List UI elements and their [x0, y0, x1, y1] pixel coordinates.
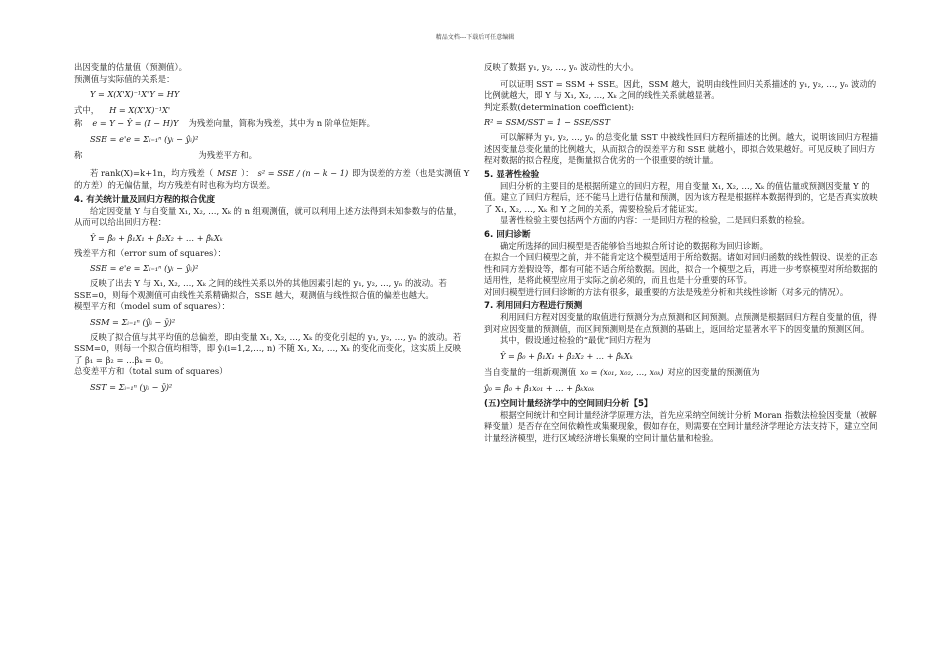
- page-header: 精品文档---下载后可任意编辑: [435, 34, 515, 41]
- left-paragraph: 反映了出去 Y 与 X₁, X₂, …, Xₖ 之间的线性关系以外的其他因素引起的 y₁, y₂, …, yₙ 的波动。若 SSE=0，则每个观测值可由线性关系精确拟合，SSE 越大，观测值与线性拟合值的偏差也越大。: [74, 278, 447, 300]
- left-row: [74, 117, 468, 130]
- left-text: 式中，: [74, 105, 100, 115]
- mse-label: MSE: [217, 168, 238, 178]
- section-heading-6: 6. 回归诊断: [484, 229, 531, 240]
- equation-y0: ŷ₀ = β̂₀ + β̂₁x₀₁ + … + β̂ₖx₀ₖ: [484, 382, 595, 393]
- equation-prediction: Y = X(X'X)⁻¹X'Y = HY: [90, 89, 180, 99]
- equation-sst: SST = Σᵢ₌₁ⁿ (yᵢ − ȳ)²: [90, 381, 173, 392]
- equation-ssm: SSM = Σᵢ₌₁ⁿ (ŷᵢ − ȳ)²: [90, 316, 176, 327]
- left-text: 模型平方和（model sum of squares）：: [74, 301, 230, 311]
- right-column: [484, 62, 878, 444]
- left-text: 若 rank(X)=k+1n，均方残差（: [90, 168, 214, 178]
- right-paragraph: 显著性检验主要包括两个方面的内容：一是回归方程的检验，二是回归系数的检验。: [500, 215, 810, 225]
- right-paragraph: 利用回归方程对因变量的取值进行预测分为点预测和区间预测。点预测是根据回归方程自变量的值，得到对应因变量的预测值，而区间预测则是在点预测的基础上，返回给定显著水平下的因变量的预测区间。: [484, 312, 877, 334]
- left-text: 残差平方和（error sum of squares）：: [74, 247, 226, 258]
- right-paragraph: 对回归模型进行回归诊断的方法有很多，最重要的方法是残差分析和共线性诊断（对多元的情况）。: [484, 286, 849, 297]
- right-paragraph: 在拟合一个回归模型之前，并不能肯定这个模型适用于所给数据。诸如对回归函数的线性假设、误差的正态性和同方差假设等，都有可能不适合所给数据。因此，拟合一个模型之后，再进一步考察模型对所给数据的适用性，是将此模型应用于实际之前必须的，而且也是十分重要的环节。: [484, 252, 878, 285]
- left-text: 出因变量的估量值（预测值）。: [74, 62, 188, 72]
- equation-optimal: Ŷ = β̂₀ + β̂₁X₁ + β̂₂X₂ + … + β̂ₖXₖ: [500, 350, 633, 361]
- left-text: 的方差）的无偏估量，均方残差有时也称为均方误差。: [74, 180, 275, 190]
- left-paragraph: 给定因变量 Y 与自变量 X₁, X₂, …, Xₖ 的 n 组观测值，就可以利用上述方法得到未知参数与的估量，从而可以给出回归方程：: [74, 205, 463, 227]
- left-text: 称: [74, 118, 83, 128]
- right-text: 反映了数据 y₁, y₂, …, yₙ 波动性的大小。: [484, 62, 639, 72]
- right-paragraph: 可以解释为 y₁, y₂, …, yₙ 的总变化量 SST 中被线性回归方程所描述的比例。越大，说明该回归方程描述因变量总变化量的比例越大，从而拟合的误差平方和 SSE 就越小，即拟合效果越好。可见反映了回归方程对数据的拟合程度，是衡量拟合优劣的一个很重要的统计量。: [484, 132, 878, 165]
- left-text: ）：: [241, 168, 254, 178]
- right-paragraph: 根据空间统计和空间计量经济学原理方法，首先应采纳空间统计分析 Moran 指数法检验因变量（被解释变量）是否存在空间依赖性或集聚现象，假如存在，则需要在空间计量经济学理论方法支持下，建立空间计量经济模型，进行区域经济增长集聚的空间计量估量和检验。: [484, 409, 878, 443]
- right-paragraph: 回归分析的主要目的是根据所建立的回归方程，用自变量 X₁, X₂, …, Xₖ 的值估量或预测因变量 Y 的值。建立了回归方程后，还不能马上进行估量和预测，因为该方程是根据样本数据得到的，它是否真实放映了 X₁, X₂, …, Xₖ 和 Y 之间的关系，需要检验后才能证实。: [484, 180, 878, 214]
- equation-sse: SSE = e'e = Σᵢ₌₁ⁿ (yᵢ − ŷᵢ)²: [90, 134, 199, 144]
- left-row: [74, 104, 468, 117]
- equation-r2: R² = SSM/SST = 1 − SSE/SST: [484, 117, 610, 127]
- section-heading-five: (五)空间计量经济学中的空间回归分析【5】: [484, 398, 653, 409]
- left-text: 为残差平方和。: [198, 150, 257, 160]
- right-row: [484, 366, 878, 379]
- left-paragraph: 反映了拟合值与其平均值的总偏差，即由变量 X₁, X₂, …, Xₖ 的变化引起的 y₁, y₂, …, yₙ 的波动。若 SSM=0，则每一个拟合值均相等，即 ŷᵢ(i=1,2,…, n) 不随 X₁, X₂, …, Xₖ 的变化而变化，这实质上反映了 β₁ = β₂ = …βₖ = 0。: [74, 331, 462, 365]
- right-text: 其中，假设通过检验的“最优”回归方程为: [500, 335, 651, 345]
- equation-regression: Ŷ = β̂₀ + β̂₁X₁ + β̂₂X₂ + … + β̂ₖXₖ: [90, 232, 223, 243]
- equation-sse-2: SSE = e'e = Σᵢ₌₁ⁿ (yᵢ − ŷᵢ)²: [90, 263, 199, 273]
- left-row: [74, 149, 468, 162]
- left-row: [74, 167, 468, 180]
- right-text: 对应的因变量的预测值为: [667, 366, 760, 377]
- equation-x0: x₀ = (x₀₁, x₀₂, …, x₀ₖ): [580, 366, 664, 377]
- left-text: 为残差向量，简称为残差，其中为 n 阶单位矩阵。: [188, 118, 376, 128]
- right-text: 当自变量的一组新观测值: [484, 366, 577, 377]
- equation-s2: s² = SSE / (n − k − 1): [257, 168, 349, 178]
- equation-hat-matrix: H = X(X'X)⁻¹X': [109, 105, 171, 115]
- right-paragraph: 确定所选择的回归模型是否能够恰当地拟合所讨论的数据称为回归诊断。: [500, 240, 768, 251]
- left-text: 即为误差的方差（也是实测值 Y: [352, 168, 470, 178]
- left-text: 总变差平方和（total sum of squares）: [74, 366, 228, 376]
- right-paragraph: 可以证明 SST = SSM + SSE。因此，SSM 越大，说明由线性回归关系描述的 y₁, y₂, …, yₙ 波动的比例就越大，即 Y 与 X₁, X₂, …, Xₖ 之间的线性关系就越显著。: [484, 78, 877, 100]
- left-text: 称: [74, 150, 83, 160]
- section-heading-7: 7. 利用回归方程进行预测: [484, 301, 583, 311]
- equation-residual: e = Y − Ŷ = (I − H)Y: [92, 118, 179, 128]
- section-heading-5: 5. 显著性检验: [484, 169, 540, 180]
- left-text: 预测值与实际值的关系是：: [74, 73, 175, 84]
- right-text: 判定系数(determination coefficient):: [484, 101, 635, 112]
- section-heading-4: 4. 有关统计量及回归方程的拟合优度: [74, 194, 216, 205]
- left-column: [74, 62, 468, 397]
